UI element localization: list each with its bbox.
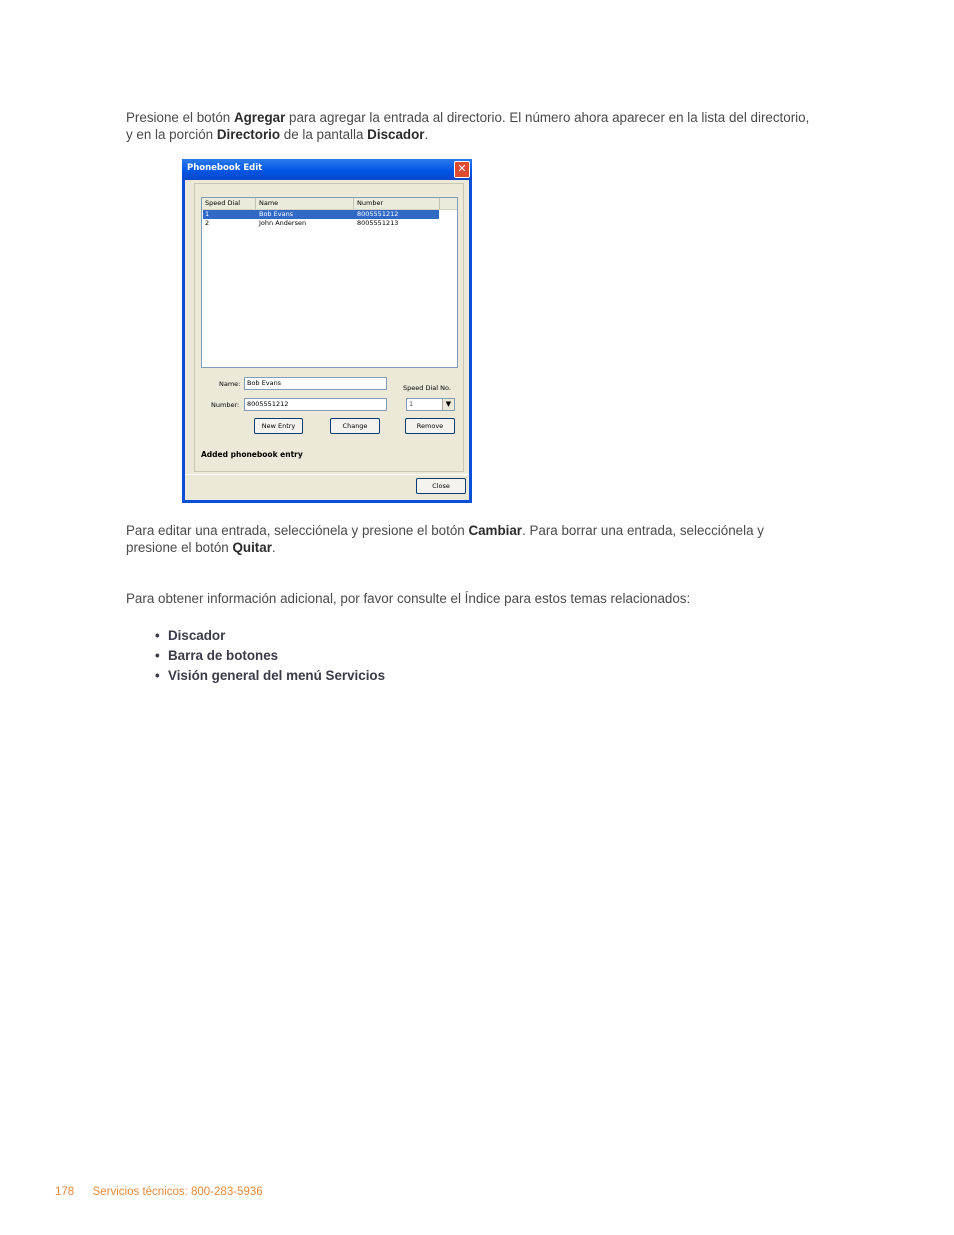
edit-line-2: presione el botón Quitar. bbox=[126, 540, 276, 555]
phonebook-edit-dialog bbox=[182, 159, 472, 503]
dialog-title: Phonebook Edit bbox=[187, 163, 263, 173]
name-field[interactable]: Bob Evans bbox=[244, 377, 387, 390]
list-item[interactable]: 1 Bob Evans 8005551212 bbox=[203, 210, 439, 219]
discador-term: Discador bbox=[367, 127, 425, 142]
intro-paragraph bbox=[126, 109, 846, 143]
list-header bbox=[202, 198, 457, 210]
change-button[interactable]: Change bbox=[330, 418, 380, 434]
dialog-titlebar bbox=[182, 159, 472, 180]
page-footer bbox=[55, 1186, 263, 1198]
edit-paragraph bbox=[126, 522, 846, 556]
page-number: 178 bbox=[55, 1186, 75, 1198]
directorio-term: Directorio bbox=[216, 127, 281, 142]
info-paragraph: Para obtener información adicional, por favor consulte el Índice para estos temas relacionados: bbox=[126, 591, 691, 606]
close-button[interactable]: Close bbox=[416, 478, 466, 494]
chevron-down-icon[interactable]: ▼ bbox=[442, 399, 454, 410]
intro-line-1: Presione el botón Agregar para agregar la entrada al directorio. El número ahora aparecer en la lista del directorio, bbox=[126, 110, 810, 125]
speed-dial-label: Speed Dial No. bbox=[403, 384, 451, 392]
list-item[interactable]: • Visión general del menú Servicios bbox=[155, 666, 385, 686]
phonebook-list[interactable] bbox=[201, 197, 458, 368]
status-text: Added phonebook entry bbox=[201, 450, 303, 459]
number-label: Number: bbox=[211, 401, 240, 409]
dialog-body bbox=[185, 180, 469, 500]
new-entry-button[interactable]: New Entry bbox=[254, 418, 303, 434]
list-item[interactable]: 2 John Andersen 8005551213 bbox=[205, 219, 399, 227]
intro-line-2: y en la porción Directorio de la pantalla Discador. bbox=[126, 127, 429, 142]
remove-button[interactable]: Remove bbox=[405, 418, 455, 434]
name-label: Name: bbox=[219, 380, 241, 388]
cambiar-term: Cambiar bbox=[468, 523, 523, 538]
related-topics-list bbox=[155, 626, 385, 686]
column-name[interactable]: Name bbox=[256, 198, 354, 209]
divider bbox=[185, 474, 469, 475]
list-item[interactable]: • Discador bbox=[155, 626, 385, 646]
agregar-term: Agregar bbox=[233, 110, 286, 125]
number-field[interactable]: 8005551212 bbox=[244, 398, 387, 411]
close-icon[interactable]: ✕ bbox=[454, 161, 470, 178]
speed-dial-select[interactable]: 1 ▼ bbox=[406, 398, 455, 411]
list-item[interactable]: • Barra de botones bbox=[155, 646, 385, 666]
column-speed-dial[interactable]: Speed Dial bbox=[202, 198, 256, 209]
edit-line-1: Para editar una entrada, selecciónela y presione el botón Cambiar. Para borrar una entrada, selecciónela y bbox=[126, 523, 764, 538]
footer-text: Servicios técnicos: 800-283-5936 bbox=[92, 1186, 263, 1198]
quitar-term: Quitar bbox=[232, 540, 272, 555]
column-number[interactable]: Number bbox=[354, 198, 440, 209]
